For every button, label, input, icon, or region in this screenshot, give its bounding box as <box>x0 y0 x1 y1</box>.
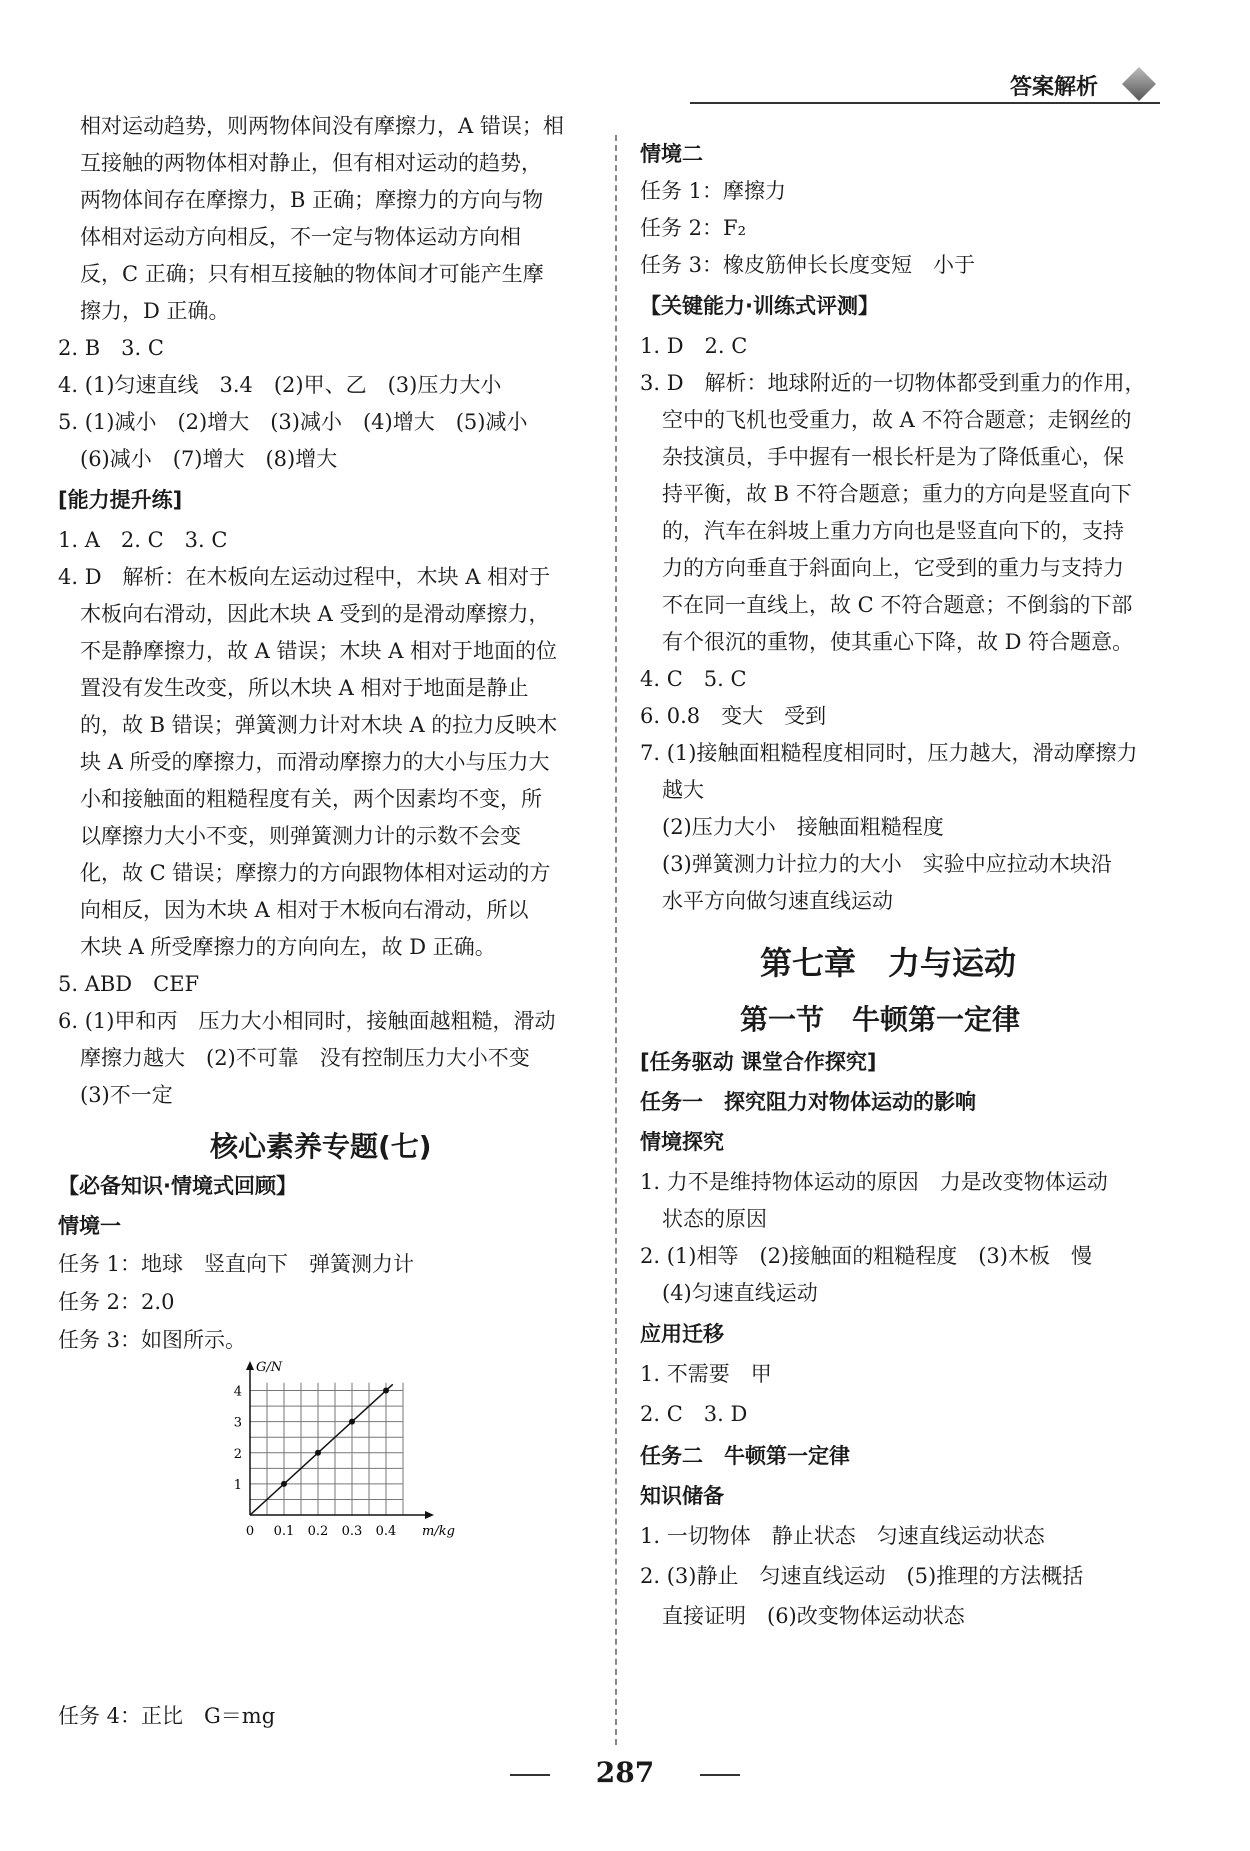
task-line: 任务 4：正比 G＝mg <box>58 1704 276 1728</box>
key-ability-header: 【关键能力·训练式评测】 <box>640 294 879 318</box>
scene-one-label: 情境一 <box>58 1214 121 1238</box>
answer-line: 1. 一切物体 静止状态 匀速直线运动状态 <box>640 1524 1045 1548</box>
task-line: 任务 2：F₂ <box>640 216 747 240</box>
g-m-chart <box>220 1360 470 1545</box>
y-tick-label: 1 <box>233 1477 242 1493</box>
text-line: (4)匀速直线运动 <box>662 1281 818 1305</box>
x-axis-label: m/kg <box>422 1524 455 1539</box>
answer-line: 3. D 解析：地球附近的一切物体都受到重力的作用， <box>640 371 1146 395</box>
knowledge-label: 知识储备 <box>640 1484 724 1508</box>
answer-line: 1. A 2. C 3. C <box>58 528 228 552</box>
data-point <box>383 1388 389 1394</box>
text-line: 越大 <box>662 778 704 802</box>
text-line: 块 A 所受的摩擦力，而滑动摩擦力的大小与压力大 <box>80 750 550 774</box>
text-line: (2)压力大小 接触面粗糙程度 <box>662 815 944 839</box>
answer-line: 6. 0.8 变大 受到 <box>640 704 827 728</box>
y-axis-arrow <box>246 1361 254 1370</box>
x-tick-label: 0.2 <box>307 1524 329 1539</box>
answer-line: 2. C 3. D <box>640 1402 748 1426</box>
page-number: 287 <box>595 1756 655 1789</box>
y-tick-label: 4 <box>233 1384 242 1400</box>
core-topic-title: 核心素养专题(七) <box>210 1130 432 1163</box>
y-axis-label: G/N <box>256 1360 283 1375</box>
answer-line: 4. D 解析：在木板向左运动过程中，木块 A 相对于 <box>58 565 551 589</box>
text-line: 化，故 C 错误；摩擦力的方向跟物体相对运动的方 <box>80 861 551 885</box>
task-line: 任务 3：如图所示。 <box>58 1328 247 1352</box>
data-point <box>315 1450 321 1456</box>
text-line: 状态的原因 <box>662 1207 767 1231</box>
y-tick-label: 3 <box>233 1415 242 1431</box>
text-line: 不是静摩擦力，故 A 错误；木块 A 相对于地面的位 <box>80 639 558 663</box>
text-line: 置没有发生改变，所以木块 A 相对于地面是静止 <box>80 676 529 700</box>
section-title: 第一节 牛顿第一定律 <box>740 1003 1021 1036</box>
text-line: 相对运动趋势，则两物体间没有摩擦力，A 错误；相 <box>80 114 564 138</box>
answer-line: 5. ABD CEF <box>58 972 200 996</box>
answer-line: 4. (1)匀速直线 3.4 (2)甲、乙 (3)压力大小 <box>58 373 502 397</box>
core-subheader: 【必备知识·情境式回顾】 <box>58 1174 297 1198</box>
text-line: (3)弹簧测力计拉力的大小 实验中应拉动木块沿 <box>662 852 1112 876</box>
data-line <box>250 1384 393 1515</box>
answer-line: 6. (1)甲和丙 压力大小相同时，接触面越粗糙，滑动 <box>58 1009 556 1033</box>
text-line: 的，汽车在斜坡上重力方向也是竖直向下的，支持 <box>662 519 1124 543</box>
answer-line: 7. (1)接触面粗糙程度相同时，压力越大，滑动摩擦力 <box>640 741 1138 765</box>
data-point <box>281 1481 287 1487</box>
answer-line: (6)减小 (7)增大 (8)增大 <box>80 447 338 471</box>
text-line: 以摩擦力大小不变，则弹簧测力计的示数不会变 <box>80 824 521 848</box>
answer-line: 1. 不需要 甲 <box>640 1362 772 1386</box>
text-line: 木块 A 所受摩擦力的方向向左，故 D 正确。 <box>80 935 496 959</box>
x-tick-label: 0.3 <box>341 1524 363 1539</box>
header-title: 答案解析 <box>1010 75 1099 100</box>
text-line: 向相反，因为木块 A 相对于木板向右滑动，所以 <box>80 898 529 922</box>
task-line: 任务 2：2.0 <box>58 1290 175 1314</box>
text-line: (3)不一定 <box>80 1083 173 1107</box>
text-line: 互接触的两物体相对静止，但有相对运动的趋势， <box>80 151 542 175</box>
x-tick-label: 0 <box>245 1524 255 1539</box>
text-line: 小和接触面的粗糙程度有关，两个因素均不变，所 <box>80 787 542 811</box>
text-line: 不在同一直线上，故 C 不符合题意；不倒翁的下部 <box>662 593 1133 617</box>
answer-line: 4. C 5. C <box>640 667 747 691</box>
answer-line: 1. D 2. C <box>640 334 748 358</box>
text-line: 持平衡，故 B 不符合题意；重力的方向是竖直向下 <box>662 482 1132 506</box>
text-line: 木板向右滑动，因此木块 A 受到的是滑动摩擦力， <box>80 602 550 626</box>
ability-header: [能力提升练] <box>58 488 183 512</box>
header-rule <box>690 102 1160 104</box>
text-line: 反，C 正确；只有相互接触的物体间才可能产生摩 <box>80 262 544 286</box>
text-line: 摩擦力越大 (2)不可靠 没有控制压力大小不变 <box>80 1046 530 1070</box>
text-line: 体相对运动方向相反，不一定与物体运动方向相 <box>80 225 521 249</box>
application-label: 应用迁移 <box>640 1322 724 1346</box>
footer-dash-right <box>700 1774 740 1776</box>
x-axis-arrow <box>425 1511 434 1519</box>
text-line: 杂技演员，手中握有一根长杆是为了降低重心，保 <box>662 445 1124 469</box>
answer-line: 2. (3)静止 匀速直线运动 (5)推理的方法概括 <box>640 1564 1084 1588</box>
answer-line: 5. (1)减小 (2)增大 (3)减小 (4)增大 (5)减小 <box>58 410 528 434</box>
task-line: 任务 1：摩擦力 <box>640 179 787 203</box>
task-one-title: 任务一 探究阻力对物体运动的影响 <box>640 1090 976 1114</box>
text-line: 直接证明 (6)改变物体运动状态 <box>662 1604 965 1628</box>
text-line: 水平方向做匀速直线运动 <box>662 889 893 913</box>
text-line: 空中的飞机也受重力，故 A 不符合题意；走钢丝的 <box>662 408 1132 432</box>
header-diamond-icon <box>1122 67 1156 101</box>
answer-line: 2. (1)相等 (2)接触面的粗糙程度 (3)木板 慢 <box>640 1244 1092 1268</box>
column-divider <box>615 135 617 1745</box>
x-tick-label: 0.1 <box>273 1524 295 1539</box>
task-line: 任务 1：地球 竖直向下 弹簧测力计 <box>58 1252 415 1276</box>
text-line: 擦力，D 正确。 <box>80 299 230 323</box>
footer-dash-left <box>510 1774 550 1776</box>
scene-two-label: 情境二 <box>640 142 703 166</box>
text-line: 有个很沉的重物，使其重心下降，故 D 符合题意。 <box>662 630 1134 654</box>
text-line: 的，故 B 错误；弹簧测力计对木块 A 的拉力反映木 <box>80 713 558 737</box>
task-two-title: 任务二 牛顿第一定律 <box>640 1444 850 1468</box>
scene-explore-label: 情境探究 <box>640 1130 724 1154</box>
text-line: 力的方向垂直于斜面向上，它受到的重力与支持力 <box>662 556 1124 580</box>
task-line: 任务 3：橡皮筋伸长长度变短 小于 <box>640 253 976 277</box>
data-point <box>349 1419 355 1425</box>
y-tick-label: 2 <box>233 1446 242 1462</box>
answer-line: 1. 力不是维持物体运动的原因 力是改变物体运动 <box>640 1170 1108 1194</box>
task-drive-header: [任务驱动 课堂合作探究] <box>640 1050 877 1074</box>
x-tick-label: 0.4 <box>375 1524 397 1539</box>
chapter-title: 第七章 力与运动 <box>760 944 1017 982</box>
text-line: 两物体间存在摩擦力，B 正确；摩擦力的方向与物 <box>80 188 544 212</box>
answer-line: 2. B 3. C <box>58 336 164 360</box>
